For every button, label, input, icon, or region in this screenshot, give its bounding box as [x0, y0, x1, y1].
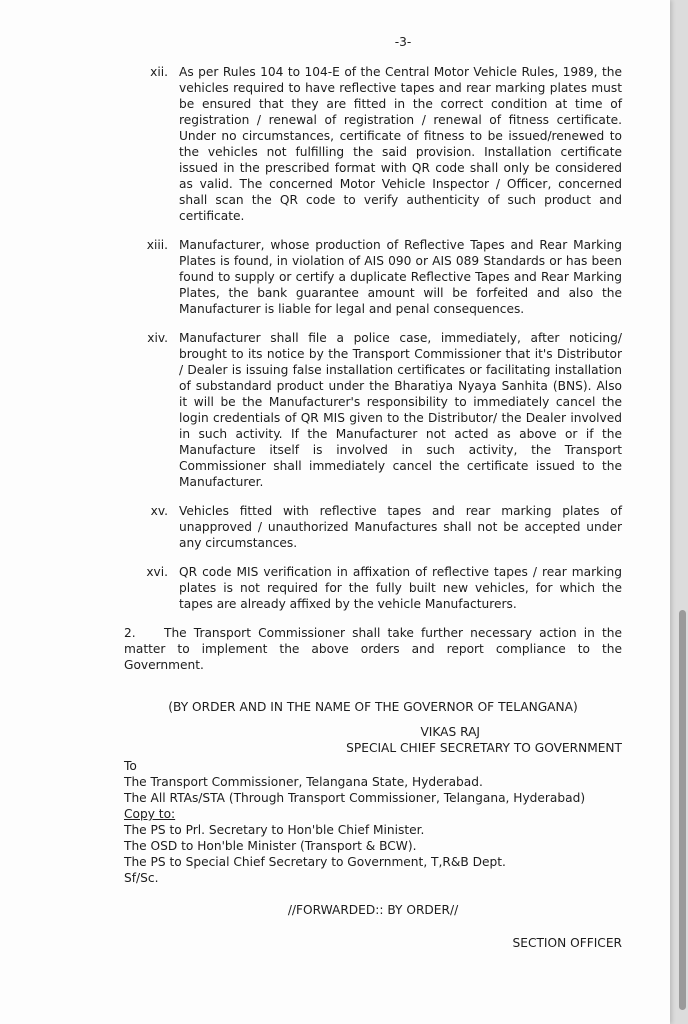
clause-xv [124, 503, 622, 551]
clause-number: xv. [150, 504, 168, 518]
clause-text: As per Rules 104 to 104-E of the Central Motor Vehicle Rules, 1989, the vehicles required to have reflective tapes and rear marking plates must be ensured that they are fitted in the correct condition at time of registration / renewal of registration / renewal of fitness certificate. Under no circumstances, certificate of fitness to be issued/renewed to the vehicles not fulfilling the said provision. Installation certificate issued in the prescribed format with QR code shall only be considered as valid. The concerned Motor Vehicle Inspector / Officer, concerned shall scan the QR code to verify authenticity of such product and certificate. [179, 65, 622, 223]
recipient: The Transport Commissioner, Telangana State, Hyderabad. [124, 775, 483, 789]
clause-number: xiii. [146, 238, 168, 252]
scrollbar[interactable] [679, 610, 686, 1010]
paragraph-2 [124, 625, 622, 673]
order-line: (BY ORDER AND IN THE NAME OF THE GOVERNOR OF TELANGANA) [168, 700, 578, 714]
clause-text: Manufacturer shall file a police case, immediately, after noticing/ brought to its notice by the Transport Commissioner that it's Distributor / Dealer is issuing false installation certificates or facilitating installation of substandard product under the Bharatiya Nyaya Sanhita (BNS). Also it will be the Manufacturer's responsibility to immediately cancel the login credentials of QR MIS given to the Distributor/ the Dealer involved in such activity. If the Manufacturer not acted as above or if the Manufacture itself is involved in such activity, the Transport Commissioner shall immediately cancel the certificate issued to the Manufacturer. [179, 331, 622, 489]
copy-recipient: The OSD to Hon'ble Minister (Transport & BCW). [124, 839, 417, 853]
copy-recipient: Sf/Sc. [124, 871, 159, 885]
clause-xii [124, 64, 622, 224]
section-officer: SECTION OFFICER [512, 936, 622, 950]
paragraph-number: 2. [124, 626, 136, 640]
copy-recipient: The PS to Special Chief Secretary to Government, T,R&B Dept. [124, 855, 506, 869]
clause-number: xii. [150, 65, 168, 79]
to-label: To [124, 759, 137, 773]
forwarded-line: //FORWARDED:: BY ORDER// [287, 903, 459, 917]
signatory-title: SPECIAL CHIEF SECRETARY TO GOVERNMENT [346, 741, 622, 755]
document-body [124, 34, 622, 951]
paragraph-text: The Transport Commissioner shall take further necessary action in the matter to implement the above orders and report compliance to the Government. [124, 626, 622, 672]
address-block [124, 758, 622, 886]
clause-text: QR code MIS verification in affixation of reflective tapes / rear marking plates is not required for the fully built new vehicles, for which the tapes are already affixed by the vehicle Manufacturers. [179, 565, 622, 611]
clause-number: xiv. [147, 331, 168, 345]
clause-xiv [124, 330, 622, 490]
clause-text: Manufacturer, whose production of Reflective Tapes and Rear Marking Plates is found, in violation of AIS 090 or AIS 089 Standards or has been found to supply or certify a duplicate Reflective Tapes and Rear Marking Plates, the bank guarantee amount will be forfeited and also the Manufacturer is liable for legal and penal consequences. [179, 238, 622, 316]
clause-number: xvi. [146, 565, 168, 579]
clause-text: Vehicles fitted with reflective tapes and rear marking plates of unapproved / unauthorized Manufactures shall not be accepted under any circumstances. [179, 504, 622, 550]
page-number: -3- [394, 35, 412, 49]
recipient: The All RTAs/STA (Through Transport Commissioner, Telangana, Hyderabad) [124, 791, 586, 805]
clause-xiii [124, 237, 622, 317]
copy-recipient: The PS to Prl. Secretary to Hon'ble Chief Minister. [124, 823, 425, 837]
signatory-name: VIKAS RAJ [420, 725, 480, 739]
clause-xvi [124, 564, 622, 612]
copy-to-label: Copy to: [124, 807, 176, 821]
signature-block [124, 724, 622, 756]
